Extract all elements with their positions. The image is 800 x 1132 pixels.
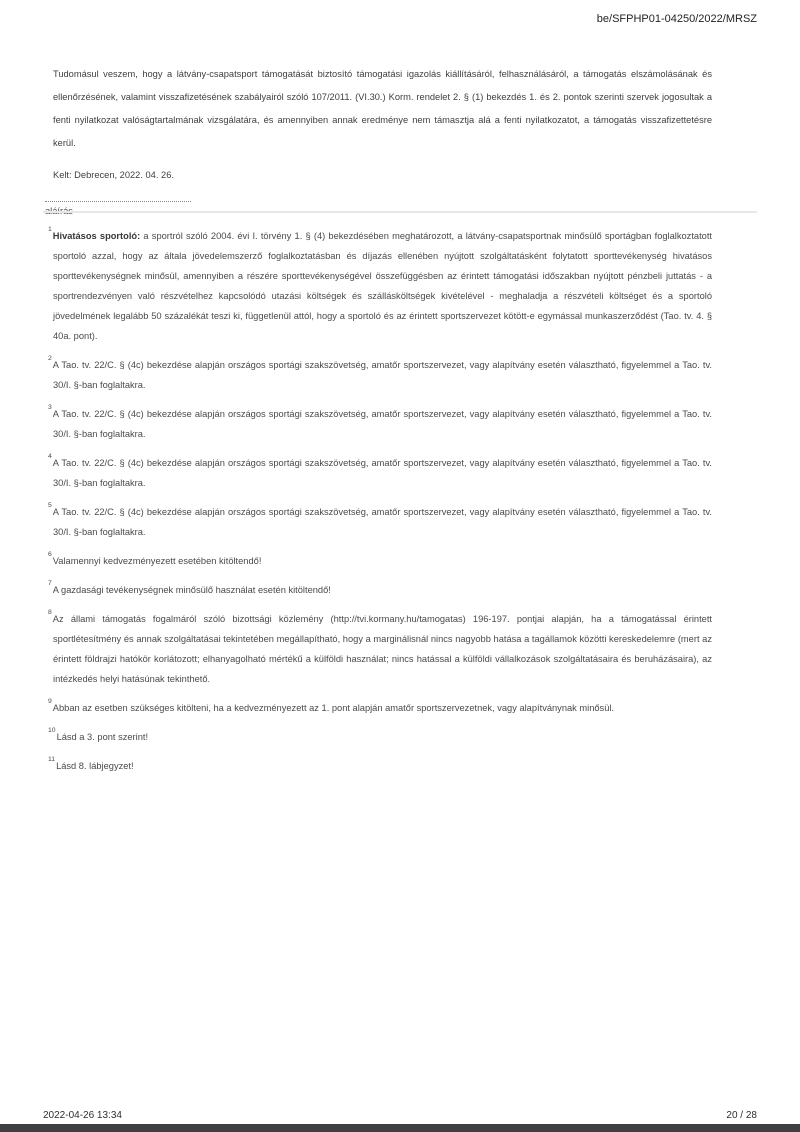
footnote-8-text: Az állami támogatás fogalmáról szóló bizottsági közlemény (http://tvi.kormany.hu/tamogatas) 196-197. pontjai alapján, ha a támogatással érintett sportlétesítmény és annak szolgáltatásai tekintetében megállapítható, hogy a marginálisnál nincs nagyobb hatása a tagállamok közötti kereskedelemre (mert az érintett földrajzi hatókör korlátozott; elhanyagolható mértékű a külföldi használat; nincs hatással a külföldi vállalkozások szolgáltatásaira és beruházásaira), az intézkedés helyi hatásúnak tekinthető. — [52, 614, 712, 684]
date-line: Kelt: Debrecen, 2022. 04. 26. — [53, 170, 174, 180]
footnote-8-marker: 8 — [48, 609, 52, 617]
footnote-6 — [48, 551, 712, 571]
footnote-7-text: A gazdasági tevékenységnek minősülő használat esetén kitöltendő! — [52, 585, 331, 595]
footnote-5 — [48, 502, 712, 542]
footnote-separator-rule — [43, 211, 757, 213]
footnote-5-text: A Tao. tv. 22/C. § (4c) bekezdése alapján országos sportági szakszövetség, amatőr sportszervezet, vagy alapítvány esetén választható, figyelemmel a Tao. tv. 30/I. §-ban foglaltakra. — [52, 507, 712, 537]
footnote-4-text: A Tao. tv. 22/C. § (4c) bekezdése alapján országos sportági szakszövetség, amatőr sportszervezet, vagy alapítvány esetén választható, figyelemmel a Tao. tv. 30/I. §-ban foglaltakra. — [52, 458, 712, 488]
footnote-4 — [48, 453, 712, 493]
footnote-11-marker: 11 — [48, 756, 56, 764]
footnote-9-text: Abban az esetben szükséges kitölteni, ha a kedvezményezett az 1. pont alapján amatőr sportszervezetnek, vagy alapítványnak minősül. — [52, 703, 615, 713]
main-content — [53, 63, 712, 216]
footnote-6-marker: 6 — [48, 551, 52, 559]
footnote-7 — [48, 580, 712, 600]
acknowledgement-paragraph: Tudomásul veszem, hogy a látvány-csapatsport támogatását biztosító támogatási igazolás kiállításáról, felhasználásáról, a támogatás elszámolásának és ellenőrzésének, valamint visszafizetésének szabályairól szóló 107/2011. (VI.30.) Korm. rendelet 2. § (1) bekezdés 1. és 2. pontok szerinti szervek jogosultak a fenti nyilatkozat valóságtartalmának vizsgálatára, és amennyiben annak eredménye nem támasztja alá a fenti nyilatkozatot, a támogatás visszafizettetésre kerül. — [53, 69, 712, 148]
footnote-4-marker: 4 — [48, 453, 52, 461]
footer-page-indicator: 20 / 28 — [726, 1110, 757, 1121]
footnote-11-text: Lásd 8. lábjegyzet! — [56, 761, 134, 771]
signature-block — [45, 201, 712, 216]
footnotes-section — [48, 226, 713, 785]
footnote-1-marker: 1 — [48, 226, 52, 234]
footnote-10-marker: 10 — [48, 727, 56, 735]
footnote-3 — [48, 404, 712, 444]
footnote-6-text: Valamennyi kedvezményezett esetében kitöltendő! — [52, 556, 262, 566]
footnote-9 — [48, 698, 712, 718]
footnote-7-marker: 7 — [48, 580, 52, 588]
footer-timestamp: 2022-04-26 13:34 — [43, 1110, 122, 1121]
footnote-3-text: A Tao. tv. 22/C. § (4c) bekezdése alapján országos sportági szakszövetség, amatőr sportszervezet, vagy alapítvány esetén választható, figyelemmel a Tao. tv. 30/I. §-ban foglaltakra. — [52, 409, 712, 439]
footnote-3-marker: 3 — [48, 404, 52, 412]
footnote-9-marker: 9 — [48, 698, 52, 706]
footnote-1-text: a sportról szóló 2004. évi I. törvény 1. § (4) bekezdésében meghatározott, a látvány-csapatsportnak minősülő sportágban foglalkoztatott sportoló azzal, hogy az általa jövedelemszerző foglalkoztatásban és díjazás ellenében nyújtott szolgáltatásként folytatott sporttevékenység hivatásos sporttevékenységnek minősül, amennyiben a részére sporttevékenységével összefüggésben az érintett támogatási időszakban nyújtott pénzbeli juttatás - a sportrendezvényen való részvételhez kapcsolódó utazási költségek és szállásköltségek kivételével - meghaladja a részvételi költséget és a sportoló jövedelmének legalább 50 százalékát teszi ki, függetlenül attól, hogy a sportoló és az érintett sportszervezet kötött-e egymással munkaszerződést (Tao. tv. 4. § 40a. pont). — [53, 231, 713, 341]
footnote-2-text: A Tao. tv. 22/C. § (4c) bekezdése alapján országos sportági szakszövetség, amatőr sportszervezet, vagy alapítvány esetén választható, figyelemmel a Tao. tv. 30/I. §-ban foglaltakra. — [52, 360, 712, 390]
document-id: be/SFPHP01-04250/2022/MRSZ — [596, 13, 757, 25]
footnote-10 — [48, 727, 712, 747]
footnote-1-term: Hivatásos sportoló: — [52, 231, 141, 241]
footnote-1 — [48, 226, 713, 346]
footnote-8 — [48, 609, 712, 689]
viewer-bottom-edge-bar — [0, 1124, 800, 1132]
footnote-5-marker: 5 — [48, 502, 52, 510]
footnote-10-text: Lásd a 3. pont szerint! — [56, 732, 149, 742]
footnote-2-marker: 2 — [48, 355, 52, 363]
signature-dotted-line — [45, 201, 191, 202]
footnote-2 — [48, 355, 712, 395]
footnote-11 — [48, 756, 712, 776]
